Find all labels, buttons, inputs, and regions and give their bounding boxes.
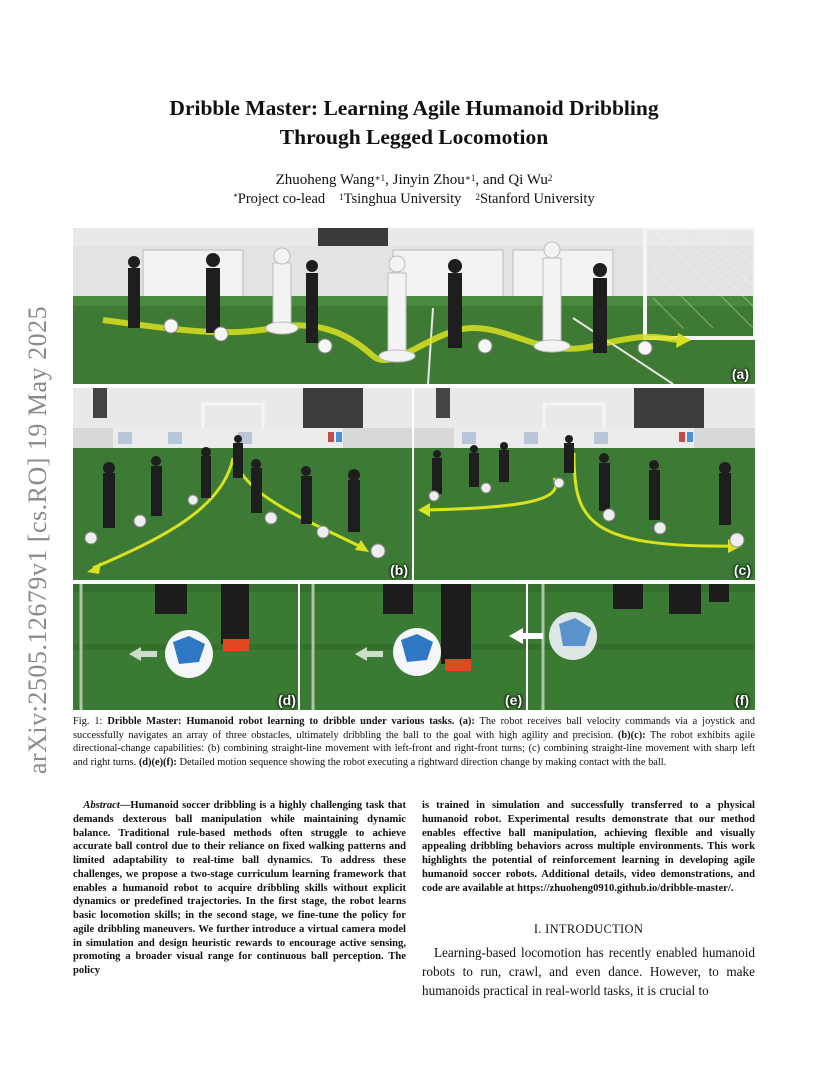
panel-a-image bbox=[73, 228, 755, 384]
author-2: Jinyin Zhou bbox=[392, 172, 465, 188]
panel-label-c: (c) bbox=[733, 562, 751, 578]
title-line-2: Through Legged Locomotion bbox=[279, 125, 549, 149]
author-separator: , bbox=[385, 172, 393, 188]
author-list bbox=[100, 170, 728, 190]
affil-mark-3: 2 bbox=[475, 192, 480, 202]
figure-panel-def bbox=[73, 584, 755, 710]
caption-fig-number: Fig. 1: bbox=[73, 716, 108, 727]
affil-2: Tsinghua University bbox=[343, 191, 462, 207]
figure-panel-a bbox=[73, 228, 755, 384]
panel-b-image bbox=[73, 388, 412, 580]
affiliations bbox=[100, 189, 728, 209]
panel-c-image bbox=[414, 388, 755, 580]
paper-title bbox=[100, 94, 728, 152]
author-2-sup: ∗1 bbox=[464, 173, 476, 183]
panel-def-image bbox=[73, 584, 755, 710]
title-line-1: Dribble Master: Learning Agile Humanoid Dribbling bbox=[169, 96, 659, 120]
author-3: Qi Wu bbox=[508, 172, 548, 188]
figure-panel-c bbox=[414, 388, 755, 580]
affil-3: Stanford University bbox=[479, 191, 595, 207]
panel-label-a: (a) bbox=[731, 366, 749, 382]
author-1: Zhuoheng Wang bbox=[275, 172, 375, 188]
panel-label-d: (d) bbox=[278, 692, 296, 708]
author-1-sup: ∗1 bbox=[374, 173, 386, 183]
figure-panel-b bbox=[73, 388, 412, 580]
author-separator: , and bbox=[475, 172, 509, 188]
caption-text-def: Detailed motion sequence showing the robot executing a rightward direction change by making contact with the ball. bbox=[176, 756, 667, 768]
caption-label-a: (a): bbox=[459, 716, 475, 727]
abstract-right bbox=[422, 799, 755, 895]
panel-label-b: (b) bbox=[390, 562, 408, 578]
section-heading: I. INTRODUCTION bbox=[533, 922, 644, 936]
caption-text-bc: The robot exhibits agile directional-change capabilities: (b) combining straight-line movement with left-front and right-front turns; (c) combining straight-line movement with sharp left and right turns. bbox=[73, 729, 755, 768]
panel-label-f: (f) bbox=[735, 692, 749, 708]
affil-mark-1: * bbox=[233, 192, 238, 202]
caption-label-def: (d)(e)(f): bbox=[138, 756, 177, 768]
caption-text-a: The robot receives ball velocity commands via a joystick and successfully navigates an array of three obstacles, ultimately dribbling the ball to the goal with high agility and precision. bbox=[73, 716, 755, 741]
caption-label-bc: (b)(c): bbox=[617, 729, 646, 741]
arxiv-id: arXiv:2505.12679v1 [cs.RO] 19 May 2025 bbox=[23, 305, 52, 775]
caption-title: Dribble Master: Humanoid robot learning to dribble under various tasks. bbox=[107, 716, 455, 727]
figure-caption bbox=[73, 715, 755, 769]
panel-label-e: (e) bbox=[505, 692, 523, 708]
intro-paragraph: Learning-based locomotion has recently enabled humanoid robots to run, crawl, and even dance. However, to make humanoids practical in real-world tasks, it is crucial to bbox=[422, 945, 755, 998]
affil-mark-2: 1 bbox=[339, 192, 344, 202]
arxiv-stamp bbox=[8, 290, 68, 790]
author-3-sup: 2 bbox=[547, 173, 553, 183]
abstract-text-left: Humanoid soccer dribbling is a highly challenging task that demands dexterous ball manipulation while maintaining dynamic balance. Traditional rule-based methods often struggle to achieve accurate ball control due to their reliance on fixed walking patterns and limited adaptability to real-time ball dynamics. To address these challenges, we propose a two-stage curriculum learning framework that enables a humanoid robot to acquire dribbling skills without explicit dynamics or predefined trajectories. In the first stage, the robot learns basic locomotion skills; in the second stage, we fine-tune the policy for agile dribbling maneuvers. We further introduce a virtual camera model in simulation and design heuristic rewards to encourage active sensing, promoting a broader visual range for continuous ball perception. The policy bbox=[73, 800, 406, 976]
abstract-text-right: is trained in simulation and successfully transferred to a physical humanoid robot. Experimental results demonstrate that our method enables effective ball manipulation, achieving flexible and visually appealing dribbling behaviors across multiple environments. This work highlights the potential of reinforcement learning in developing agile humanoid soccer robots. Additional details, video demonstrations, and code are available at https://zhuoheng0910.github.io/dribble-master/. bbox=[422, 800, 755, 894]
abstract-left bbox=[73, 799, 406, 978]
affil-1: Project co-lead bbox=[237, 191, 326, 207]
abstract-label: Abstract bbox=[83, 800, 120, 811]
abstract-dash: — bbox=[119, 800, 131, 811]
